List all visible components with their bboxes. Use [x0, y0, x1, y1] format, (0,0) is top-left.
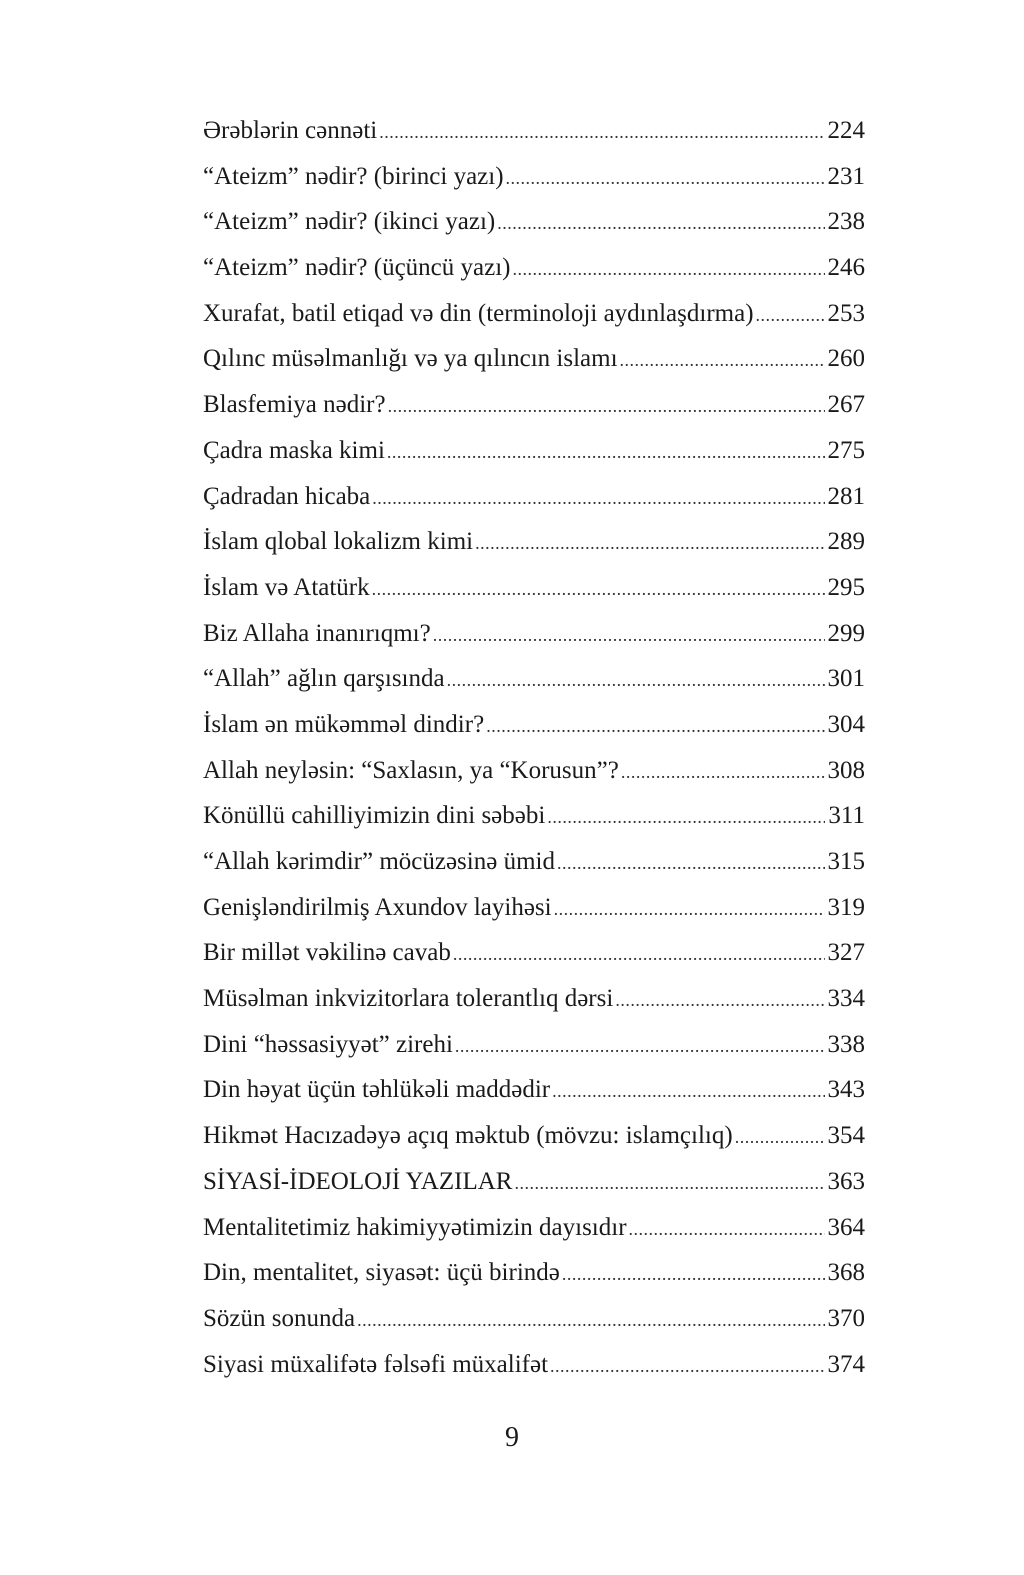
- toc-dot-leader: [433, 613, 825, 659]
- toc-entry-page: 364: [827, 1213, 865, 1241]
- toc-entry: [203, 382, 865, 428]
- toc-entry-title: İslam ən mükəmməl dindir?: [203, 710, 485, 738]
- toc-entry: [203, 245, 865, 291]
- toc-dot-leader: [547, 795, 825, 841]
- toc-dot-leader: [550, 1344, 824, 1390]
- toc-entry-page: 374: [827, 1350, 865, 1378]
- toc-entry-page: 363: [827, 1167, 865, 1195]
- toc-entry: [203, 1113, 865, 1159]
- toc-entry-title: Bir millət vəkilinə cavab: [203, 939, 451, 967]
- toc-entry-page: 311: [828, 802, 865, 830]
- toc-entry-page: 267: [827, 391, 865, 419]
- toc-entry-title: Müsəlman inkvizitorlara tolerantlıq dərsi: [203, 985, 614, 1013]
- toc-entry-page: 327: [827, 939, 865, 967]
- toc-entry: [203, 1296, 865, 1342]
- toc-entry-title: Hikmət Hacızadəyə açıq məktub (mövzu: islamçılıq): [203, 1122, 733, 1150]
- toc-entry-title: Biz Allaha inanırıqmı?: [203, 619, 431, 647]
- toc-entry-page: 301: [827, 665, 865, 693]
- toc-entry-title: Dini “həssasiyyət” zirehi: [203, 1030, 453, 1058]
- toc-dot-leader: [514, 1161, 824, 1207]
- toc-dot-leader: [512, 247, 824, 293]
- toc-entry: [203, 1250, 865, 1296]
- toc-entry: [203, 885, 865, 931]
- toc-entry: [203, 1342, 865, 1388]
- toc-entry-title: Din həyat üçün təhlükəli maddədir: [203, 1076, 551, 1104]
- page-number: 9: [505, 1422, 519, 1453]
- toc-dot-leader: [506, 156, 825, 202]
- toc-dot-leader: [475, 521, 824, 567]
- toc-entry-title: Könüllü cahilliyimizin dini səbəbi: [203, 802, 546, 830]
- toc-entry-title: Xurafat, batil etiqad və din (terminoloji aydınlaşdırma): [203, 299, 754, 327]
- toc-entry-page: 308: [827, 756, 865, 784]
- toc-entry: [203, 839, 865, 885]
- toc-entry-title: Sözün sonunda: [203, 1304, 356, 1332]
- toc-entry-title: SİYASİ-İDEOLOJİ YAZILAR: [203, 1167, 513, 1195]
- toc-entry-title: Allah neyləsin: “Saxlasın, ya “Korusun”?: [203, 756, 619, 784]
- toc-dot-leader: [615, 978, 824, 1024]
- toc-entry-page: 343: [827, 1076, 865, 1104]
- toc-dot-leader: [455, 1024, 825, 1070]
- toc-entry-page: 334: [827, 985, 865, 1013]
- toc-entry-title: Siyasi müxalifətə fəlsəfi müxalifət: [203, 1350, 549, 1378]
- toc-entry: [203, 748, 865, 794]
- toc-dot-leader: [557, 841, 825, 887]
- toc-dot-leader: [756, 293, 825, 339]
- toc-entry: [203, 1159, 865, 1205]
- toc-entry: [203, 656, 865, 702]
- toc-entry-title: İslam qlobal lokalizm kimi: [203, 528, 474, 556]
- toc-entry-title: İslam və Atatürk: [203, 573, 370, 601]
- toc-entry: [203, 336, 865, 382]
- toc-entry-page: 224: [827, 117, 865, 144]
- toc-entry-page: 338: [827, 1030, 865, 1058]
- toc-dot-leader: [497, 201, 824, 247]
- toc-entry: [203, 611, 865, 657]
- toc-entry-title: Çadradan hicaba: [203, 482, 371, 510]
- toc-dot-leader: [629, 1207, 825, 1253]
- toc-entry: [203, 930, 865, 976]
- toc-dot-leader: [620, 338, 825, 384]
- toc-entry: [203, 199, 865, 245]
- toc-entry: [203, 291, 865, 337]
- toc-entry-page: 368: [827, 1259, 865, 1287]
- toc-entry: [203, 519, 865, 565]
- toc-dot-leader: [372, 567, 825, 613]
- toc-entry: [203, 1205, 865, 1251]
- table-of-contents: [203, 108, 865, 1387]
- toc-entry: [203, 565, 865, 611]
- toc-dot-leader: [447, 658, 825, 704]
- toc-entry-title: Qılınc müsəlmanlığı və ya qılıncın islamı: [203, 345, 618, 373]
- toc-entry-page: 246: [827, 254, 865, 282]
- toc-dot-leader: [372, 476, 824, 522]
- toc-entry-page: 304: [827, 710, 865, 738]
- toc-entry-title: “Ateizm” nədir? (üçüncü yazı): [203, 254, 511, 282]
- toc-dot-leader: [357, 1298, 824, 1344]
- toc-entry-page: 275: [827, 436, 865, 464]
- toc-entry-page: 238: [827, 208, 865, 236]
- toc-dot-leader: [387, 430, 825, 476]
- toc-entry-page: 319: [827, 893, 865, 921]
- toc-entry-title: “Allah kərimdir” möcüzəsinə ümid: [203, 848, 555, 875]
- toc-entry: [203, 474, 865, 520]
- toc-entry: [203, 793, 865, 839]
- toc-entry: [203, 1022, 865, 1068]
- toc-entry-page: 295: [827, 573, 865, 601]
- toc-entry: [203, 702, 865, 748]
- toc-entry-title: Blasfemiya nədir?: [203, 391, 386, 419]
- toc-entry: [203, 1067, 865, 1113]
- toc-dot-leader: [453, 932, 825, 978]
- toc-entry: [203, 154, 865, 200]
- toc-entry-page: 289: [827, 528, 865, 556]
- toc-entry-page: 231: [827, 162, 865, 190]
- toc-entry-page: 354: [827, 1122, 865, 1150]
- toc-entry-title: “Allah” ağlın qarşısında: [203, 665, 445, 693]
- toc-dot-leader: [388, 384, 825, 430]
- toc-entry-page: 299: [827, 619, 865, 647]
- toc-entry-title: Genişləndirilmiş Axundov layihəsi: [203, 893, 552, 921]
- toc-entry: [203, 428, 865, 474]
- toc-entry-title: Çadra maska kimi: [203, 436, 385, 464]
- toc-dot-leader: [552, 1069, 824, 1115]
- toc-entry-page: 260: [827, 345, 865, 373]
- toc-entry-page: 281: [827, 482, 865, 510]
- toc-dot-leader: [562, 1252, 825, 1298]
- toc-dot-leader: [735, 1115, 825, 1161]
- toc-dot-leader: [379, 110, 824, 156]
- toc-entry-title: “Ateizm” nədir? (ikinci yazı): [203, 208, 496, 236]
- toc-entry-title: Ərəblərin cənnəti: [203, 117, 378, 144]
- toc-entry-page: 370: [827, 1304, 865, 1332]
- toc-entry: [203, 976, 865, 1022]
- toc-dot-leader: [554, 887, 825, 933]
- toc-dot-leader: [486, 704, 824, 750]
- toc-entry-page: 315: [827, 848, 865, 875]
- toc-entry-page: 253: [827, 299, 865, 327]
- toc-entry-title: “Ateizm” nədir? (birinci yazı): [203, 162, 504, 190]
- toc-entry-title: Mentalitetimiz hakimiyyətimizin dayısıdır: [203, 1213, 627, 1241]
- toc-entry: [203, 108, 865, 154]
- toc-entry-title: Din, mentalitet, siyasət: üçü birində: [203, 1259, 560, 1287]
- toc-dot-leader: [621, 750, 825, 796]
